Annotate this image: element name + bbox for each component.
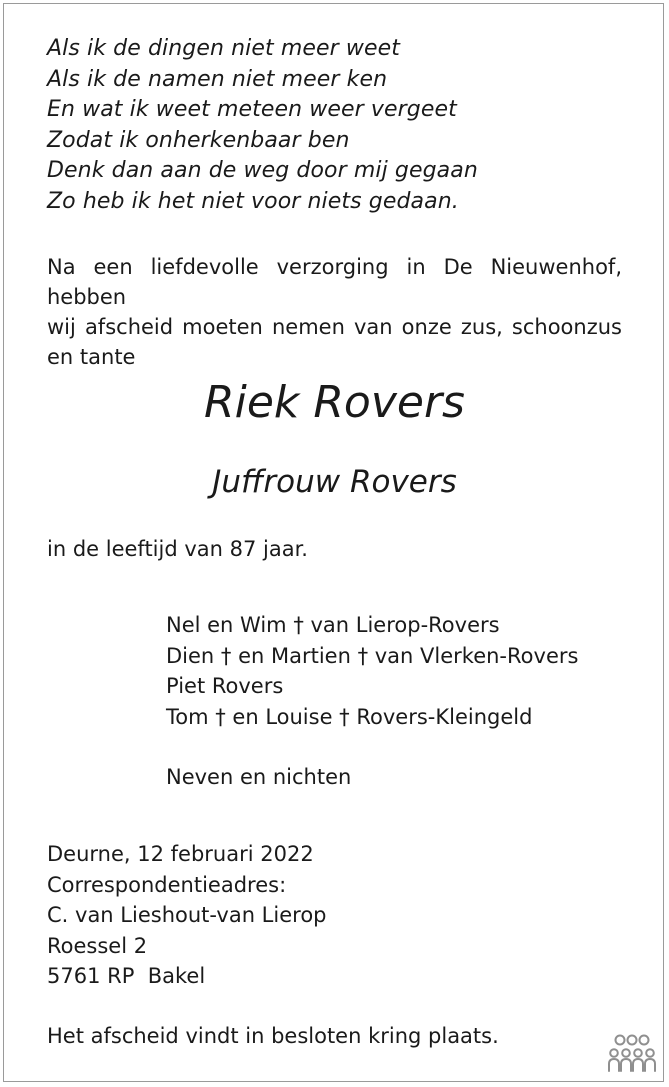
family-member: Dien † en Martien † van Vlerken-Rovers <box>166 643 579 668</box>
deceased-nickname: Juffrouw Rovers <box>212 464 457 500</box>
poem <box>47 34 478 217</box>
family-list <box>166 610 578 732</box>
deceased-name: Riek Rovers <box>204 377 465 428</box>
address-postcode: 5761 RP Bakel <box>47 964 206 988</box>
poem-line: Als ik de namen niet meer ken <box>47 66 388 92</box>
poem-line: Zodat ik onherkenbaar ben <box>47 127 350 153</box>
intro-line: Na een liefdevolle verzorging in De Nieuwenhof, hebben <box>47 255 622 309</box>
address-name: C. van Lieshout-van Lierop <box>47 903 327 927</box>
age-text: in de leeftijd van 87 jaar. <box>47 537 308 561</box>
correspondence-address <box>47 839 327 992</box>
poem-line: Zo heb ik het niet voor niets gedaan. <box>47 188 459 214</box>
address-label: Correspondentieadres: <box>47 872 287 897</box>
family-member: Nel en Wim † van Lierop-Rovers <box>166 613 500 637</box>
family-member: Piet Rovers <box>166 674 284 698</box>
intro-paragraph <box>47 252 622 372</box>
poem-line: En wat ik weet meteen weer vergeet <box>47 97 457 122</box>
family-group-icon <box>606 1033 658 1073</box>
poem-line: Denk dan aan de weg door mij gegaan <box>47 158 478 183</box>
intro-line: en tante <box>47 345 136 369</box>
address-street: Roessel 2 <box>47 933 148 958</box>
poem-line: Als ik de dingen niet meer weet <box>47 36 400 61</box>
relatives-line: Neven en nichten <box>166 765 352 789</box>
intro-line: wij afscheid moeten nemen van onze zus, schoonzus <box>47 315 622 339</box>
place-date: Deurne, 12 februari 2022 <box>47 842 314 866</box>
closing-note: Het afscheid vindt in besloten kring plaats. <box>47 1024 499 1048</box>
family-member: Tom † en Louise † Rovers-Kleingeld <box>166 704 533 729</box>
